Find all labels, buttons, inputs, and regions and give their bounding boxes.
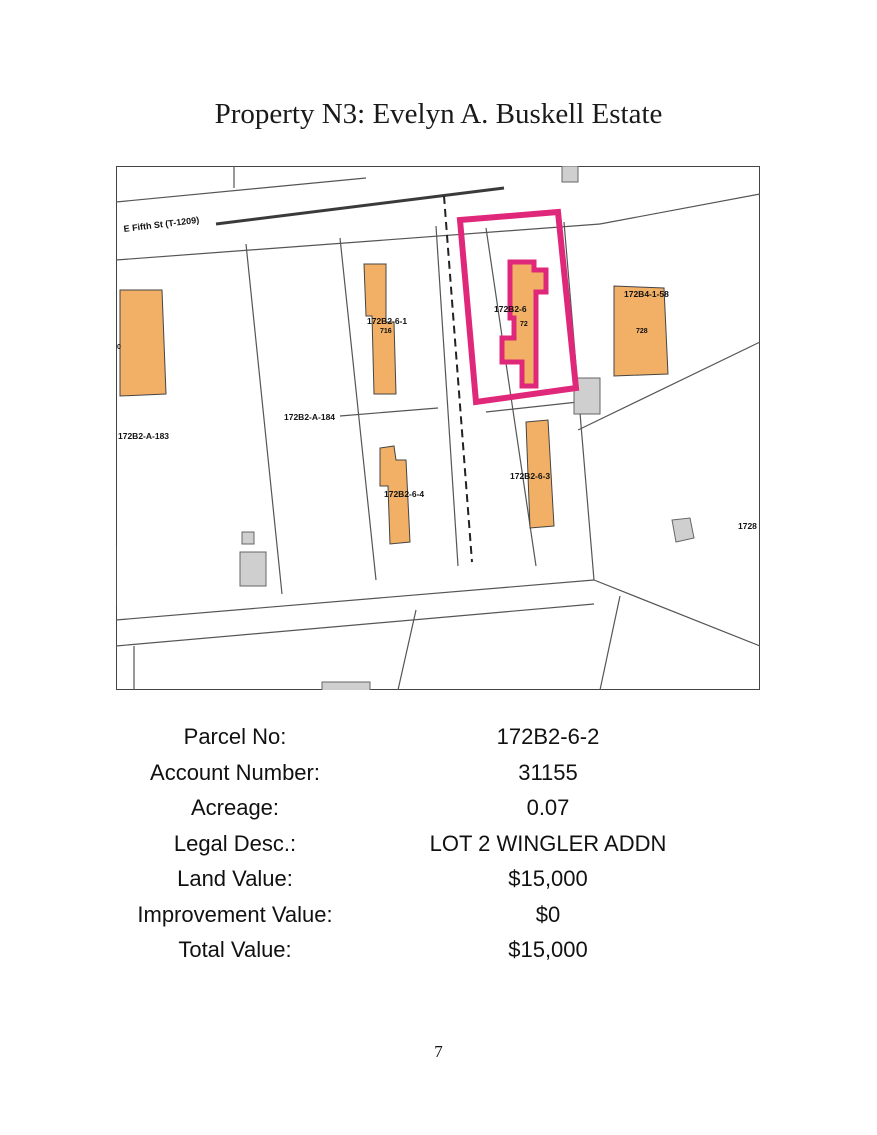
label-172B4-1-58: 172B4-1-58 [624, 289, 669, 299]
account-label: Account Number: [150, 759, 320, 785]
label-728: 728 [636, 328, 648, 335]
improvement-value-label: Improvement Value: [137, 901, 333, 927]
parcel-map [116, 166, 760, 690]
label-172B2-A-184: 172B2-A-184 [284, 412, 336, 422]
map-frame [117, 167, 760, 690]
street-label: E Fifth St (T-1209) [123, 214, 200, 234]
info-row-improvement [0, 902, 877, 938]
page-title: Property N3: Evelyn A. Buskell Estate [214, 98, 663, 130]
parcel-label: Parcel No: [183, 724, 287, 749]
acreage-label: Acreage: [190, 795, 280, 820]
label-172B2-6-1: 172B2-6-1 [367, 316, 408, 326]
parcel-info [0, 724, 877, 973]
acreage-value: 0.07 [526, 795, 570, 820]
label-1728: 1728 [738, 521, 757, 531]
label-172B2-A-183: 172B2-A-183 [118, 431, 170, 441]
total-value-label: Total Value: [178, 937, 292, 962]
account-value: 31155 [518, 759, 578, 785]
parcel-map-svg [116, 166, 760, 690]
info-row-total [0, 937, 877, 973]
info-row-parcel [0, 724, 877, 760]
land-value: $15,000 [508, 866, 588, 891]
total-value: $15,000 [508, 937, 588, 962]
page-number: 7 [434, 1042, 443, 1061]
parcel-value: 172B2-6-2 [496, 724, 600, 749]
info-row-account [0, 760, 877, 796]
label-72: 72 [520, 321, 528, 328]
label-left-edge: 0 [117, 344, 121, 351]
label-716: 716 [380, 328, 392, 335]
label-172B2-6: 172B2-6 [494, 304, 527, 314]
land-value-label: Land Value: [177, 866, 293, 891]
improvement-value: $0 [535, 901, 561, 927]
label-172B2-6-4: 172B2-6-4 [384, 489, 425, 499]
building-left [120, 290, 166, 396]
info-row-land [0, 866, 877, 902]
info-row-legal [0, 831, 877, 867]
info-row-acreage [0, 795, 877, 831]
legal-label: Legal Desc.: [173, 830, 297, 856]
legal-value: LOT 2 WINGLER ADDN [429, 830, 667, 856]
label-172B2-6-3: 172B2-6-3 [510, 471, 551, 481]
